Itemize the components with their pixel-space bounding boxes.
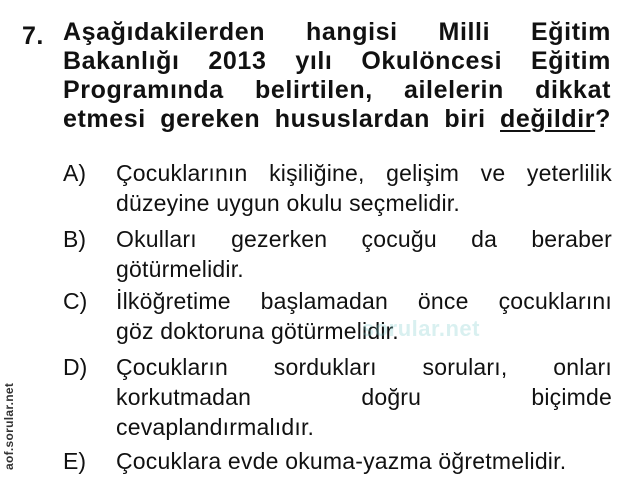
option-b-letter[interactable]: B): [63, 226, 86, 252]
option-b-line: Okulları gezerken çocuğu da beraber: [116, 226, 612, 252]
option-e-text[interactable]: [116, 446, 612, 476]
option-c-letter[interactable]: C): [63, 288, 88, 314]
option-e-line: Çocuklara evde okuma-yazma öğretmelidir.: [116, 448, 567, 474]
question-last-prefix: etmesi gereken hususlardan biri: [63, 105, 501, 133]
option-d-text[interactable]: [116, 352, 612, 442]
option-a-line: düzeyine uygun okulu seçmelidir.: [116, 190, 460, 216]
option-a-letter[interactable]: A): [63, 160, 86, 186]
option-d-letter[interactable]: D): [63, 354, 88, 380]
question-number: 7.: [22, 22, 44, 50]
question-line: Aşağıdakilerden hangisi Milli Eğitim: [63, 18, 611, 46]
negation-word: değildir: [500, 105, 596, 133]
question-mark: ?: [595, 105, 611, 133]
watermark-center: sorular.net: [362, 316, 480, 341]
option-c-line: İlköğretime başlamadan önce çocuklarını: [116, 288, 612, 314]
question-line: Bakanlığı 2013 yılı Okulöncesi Eğitim: [63, 47, 611, 75]
option-d-line: cevaplandırmalıdır.: [116, 414, 315, 440]
option-a-text[interactable]: [116, 158, 612, 218]
option-c-line: göz doktoruna götürmelidir.: [116, 318, 399, 344]
watermark-side: aof.sorular.net: [2, 382, 16, 470]
option-a-line: Çocuklarının kişiliğine, gelişim ve yeterlilik: [116, 160, 612, 186]
option-b-text[interactable]: [116, 224, 612, 284]
option-b-line: götürmelidir.: [116, 256, 244, 282]
question-line-last: [63, 105, 611, 134]
question-line: Programında belirtilen, ailelerin dikkat: [63, 76, 611, 104]
option-d-line: korkutmadan doğru biçimde: [116, 384, 612, 410]
option-e-letter[interactable]: E): [63, 448, 86, 474]
option-d-line: Çocukların sordukları soruları, onları: [116, 354, 612, 380]
question-text: [63, 18, 611, 134]
